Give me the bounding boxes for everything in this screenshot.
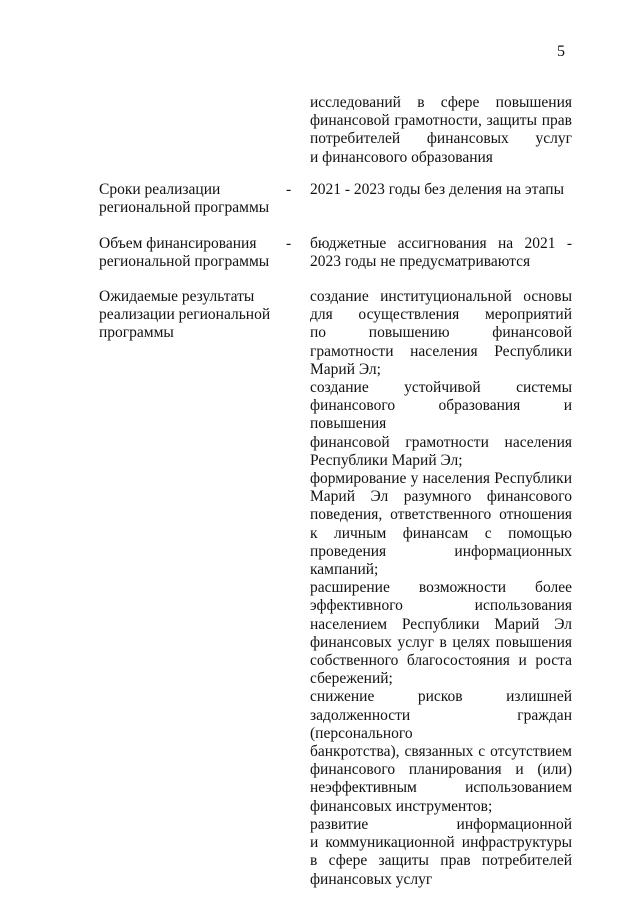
text-line: финансового образования и повышения <box>310 397 572 433</box>
text-line: Марий Эл разумного финансового <box>310 488 572 506</box>
label-line: региональной программы <box>99 253 270 271</box>
text-line: 2021 - 2023 годы без деления на этапы <box>310 181 565 198</box>
label-line: Ожидаемые результаты <box>99 288 255 305</box>
label-line: Объем финансирования <box>99 235 257 252</box>
text-line: населением Республики Марий Эл <box>310 615 572 633</box>
text-line: развитие информационной <box>310 815 572 833</box>
text-line: формирование у населения Республики <box>310 470 572 488</box>
text-line: финансовых услуг <box>310 870 433 888</box>
text-line: для осуществления мероприятий <box>310 306 572 324</box>
text-line: банкротства), связанных с отсутствием <box>310 743 572 761</box>
text-line: в сфере защиты прав потребителей <box>310 852 572 870</box>
text-line: финансовых инструментов; <box>310 797 493 815</box>
text-line: и коммуникационной инфраструктуры <box>310 834 572 852</box>
row-term-value <box>310 181 572 199</box>
text-line: неэффективным использованием <box>310 779 572 797</box>
label-line: региональной программы <box>99 199 270 217</box>
row-term-dash: - <box>286 181 292 198</box>
text-line: бюджетные ассигнования на 2021 - <box>310 235 572 252</box>
text-line: потребителей финансовых услуг <box>310 130 572 148</box>
text-line: Республики Марий Эл; <box>310 451 463 469</box>
label-line: Сроки реализации <box>99 181 221 198</box>
row-results-value <box>310 288 572 889</box>
text-line: и финансового образования <box>310 148 493 166</box>
text-line: поведения, ответственного отношения <box>310 506 572 524</box>
continuation-text <box>310 94 572 167</box>
text-line: грамотности населения Республики <box>310 342 572 360</box>
label-line: программы <box>99 324 174 342</box>
text-line: эффективного использования <box>310 597 572 615</box>
text-line: финансового планирования и (или) <box>310 761 572 779</box>
text-line: по повышению финансовой <box>310 324 572 342</box>
text-line: исследований в сфере повышения <box>310 94 572 111</box>
text-line: финансовых услуг в целях повышения <box>310 633 572 651</box>
text-line: расширение возможности более <box>310 579 572 597</box>
text-line: кампаний; <box>310 561 379 579</box>
row-funding-label <box>99 235 284 271</box>
text-line: к личным финансам с помощью <box>310 524 572 542</box>
text-line: снижение рисков излишней <box>310 688 572 706</box>
text-line: финансовой грамотности, защиты прав <box>310 112 572 130</box>
row-funding-dash: - <box>286 235 292 252</box>
row-term-label <box>99 181 284 217</box>
text-line: собственного благосостояния и роста <box>310 652 572 670</box>
text-line: Марий Эл; <box>310 360 381 378</box>
text-line: финансовой грамотности населения <box>310 433 572 451</box>
text-line: сбережений; <box>310 670 393 688</box>
text-line: создание устойчивой системы <box>310 379 572 397</box>
row-results-label <box>99 288 284 343</box>
page-number: 5 <box>557 43 565 60</box>
row-funding-value <box>310 235 572 271</box>
text-line: задолженности граждан (персонального <box>310 706 572 742</box>
text-line: создание институциональной основы <box>310 288 572 305</box>
text-line: 2023 годы не предусматриваются <box>310 253 531 271</box>
text-line: проведения информационных <box>310 542 572 560</box>
label-line: реализации региональной <box>99 306 271 324</box>
